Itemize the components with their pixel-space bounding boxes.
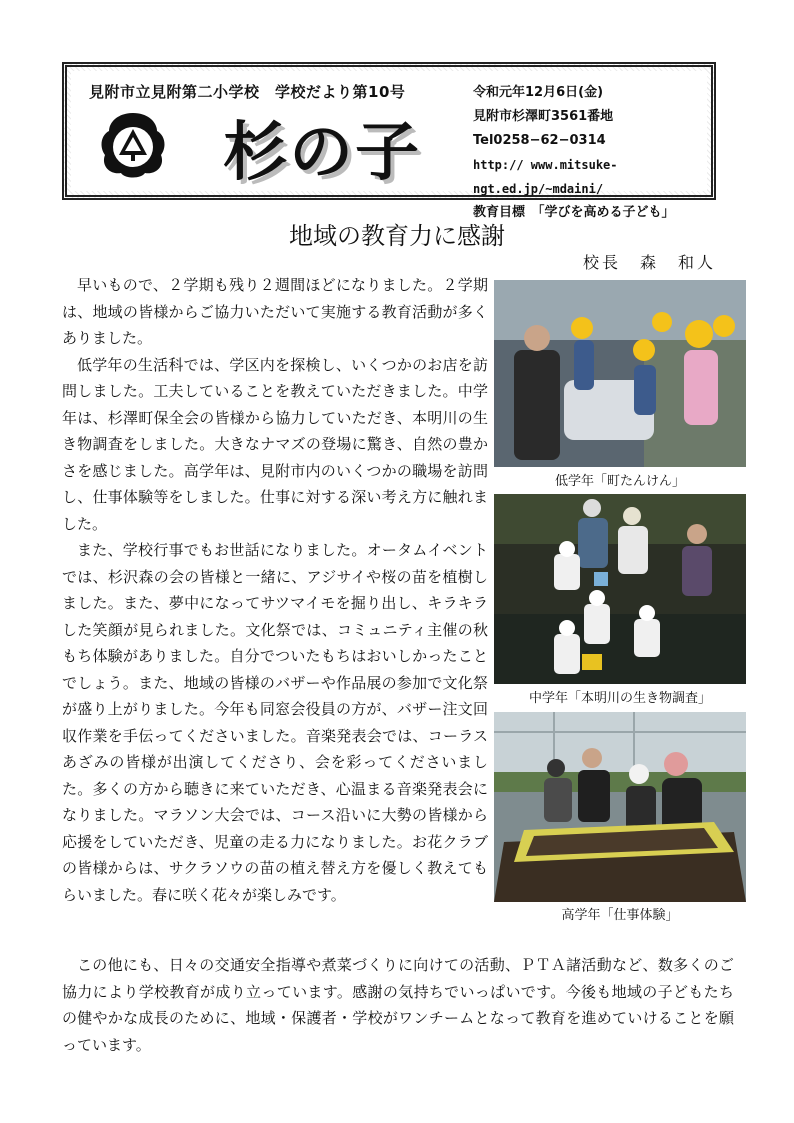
photo-work-experience xyxy=(494,712,746,902)
article-closing xyxy=(62,952,734,1058)
photo-caption-2: 中学年「本明川の生き物調査」 xyxy=(528,691,711,706)
photo-town-exploration xyxy=(494,280,746,467)
school-crest-icon xyxy=(97,109,169,181)
masthead xyxy=(62,62,716,220)
photo-caption-3: 高学年「仕事体験」 xyxy=(561,908,679,923)
school-url[interactable]: http:// www.mitsuke-ngt.ed.jp/~mdaini/ xyxy=(473,158,618,196)
school-name-issue: 見附市立見附第二小学校 学校だより第10号 xyxy=(89,83,406,101)
school-tel: Tel0258−62−0314 xyxy=(473,133,606,148)
paragraph-2: 低学年の生活科では、学区内を探検し、いくつかのお店を訪問しました。工夫していることを教えていただきました。中学年は、杉澤町保全会の皆様から協力していただき、本明川の生き物調査をしました。大きなナマズの登場に驚き、自然の豊かさを感じました。高学年は、見附市内のいくつかの職場を訪問し、仕事体験等をしました。仕事に対する深い考え方に触れました。 xyxy=(62,355,488,533)
article-author: 校長 森 和人 xyxy=(582,253,716,272)
school-address: 見附市杉澤町3561番地 xyxy=(473,109,614,124)
article-headline: 地域の教育力に感謝 xyxy=(289,222,505,250)
newsletter-title: 杉の子 xyxy=(223,116,421,190)
paragraph-1: 早いもので、２学期も残り２週間ほどになりました。２学期は、地域の皆様からご協力いただいて実施する教育活動が多くありました。 xyxy=(62,276,488,347)
issue-date: 令和元年12月6日(金) xyxy=(473,85,604,100)
closing-paragraph: この他にも、日々の交通安全指導や煮菜づくりに向けての活動、ＰＴＡ諸活動など、数多くのご協力により学校教育が成り立っています。感謝の気持ちでいっぱいです。今後も地域の子どもたちの健やかな成長のために、地域・保護者・学校がワンチームとなって教育を進めていけることを願っています。 xyxy=(62,956,734,1054)
school-info xyxy=(473,81,707,225)
masthead-inner xyxy=(71,71,707,220)
article-body xyxy=(62,272,488,908)
paragraph-3: また、学校行事でもお世話になりました。オータムイベントでは、杉沢森の会の皆様と一緒に、アジサイや桜の苗を植樹しました。また、夢中になってサツマイモを掘り出し、キラキラした笑顔が見られました。文化祭では、コミュニティ主催の秋もち体験がありました。自分でついたもちはおいしかったことでしょう。また、地域の皆様のバザーや作品展の参加で文化祭が盛り上がりました。今年も同窓会役員の方が、バザー注文回収作業を手伝ってくださいました。音楽発表会では、コーラスあざみの皆様が出演してくださり、会を彩ってくださいました。多くの方から聴きに来ていただき、心温まる音楽発表会になりました。マラソン大会では、コース沿いに大勢の皆様から応援をしていただき、児童の走る力になりました。お花クラブの皆様からは、サクラソウの苗の植え替え方を優しく教えてもらいました。春に咲く花々が楽しみです。 xyxy=(62,541,488,904)
photo-river-survey xyxy=(494,494,746,684)
photo-caption-1: 低学年「町たんけん」 xyxy=(554,474,685,489)
education-goal: 教育目標 「学びを高める子ども」 xyxy=(473,205,675,220)
